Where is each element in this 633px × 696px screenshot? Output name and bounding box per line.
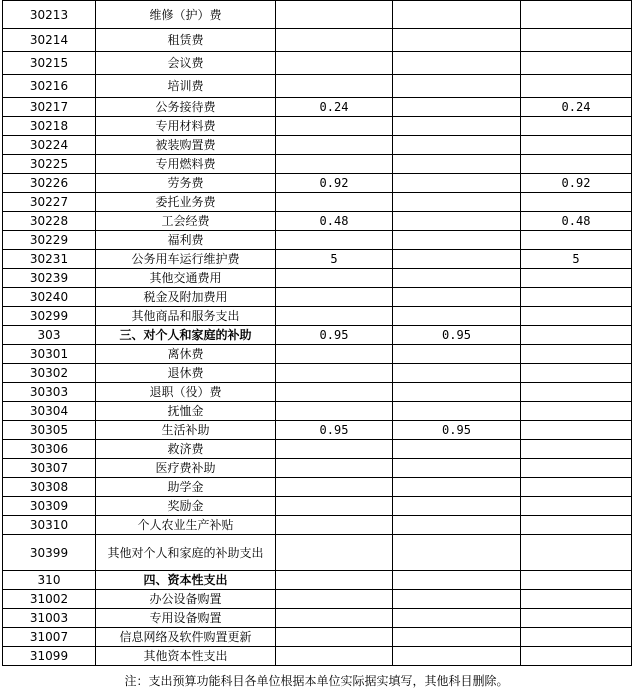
- total-cell: [276, 402, 393, 421]
- table-row: [3, 117, 632, 136]
- project-expense-cell: [521, 1, 632, 29]
- code-cell: 30218: [3, 117, 96, 136]
- project-expense-cell: [521, 647, 632, 666]
- item-name-cell: 生活补助: [96, 421, 276, 440]
- project-expense-cell: [521, 609, 632, 628]
- total-cell: [276, 288, 393, 307]
- basic-expense-cell: [393, 52, 521, 75]
- table-row: [3, 231, 632, 250]
- basic-expense-cell: [393, 117, 521, 136]
- basic-expense-cell: [393, 98, 521, 117]
- project-expense-cell: [521, 231, 632, 250]
- project-expense-cell: [521, 497, 632, 516]
- code-cell: 30217: [3, 98, 96, 117]
- project-expense-cell: [521, 459, 632, 478]
- project-expense-cell: [521, 421, 632, 440]
- basic-expense-cell: [393, 136, 521, 155]
- item-name-cell: 四、资本性支出: [96, 571, 276, 590]
- code-cell: 30302: [3, 364, 96, 383]
- table-row: [3, 250, 632, 269]
- table-row: [3, 459, 632, 478]
- code-cell: 30213: [3, 1, 96, 29]
- basic-expense-cell: [393, 497, 521, 516]
- total-cell: 0.24: [276, 98, 393, 117]
- code-cell: 30229: [3, 231, 96, 250]
- table-row: [3, 288, 632, 307]
- item-name-cell: 公务用车运行维护费: [96, 250, 276, 269]
- item-name-cell: 信息网络及软件购置更新: [96, 628, 276, 647]
- code-cell: 30307: [3, 459, 96, 478]
- table-row: [3, 98, 632, 117]
- project-expense-cell: 0.92: [521, 174, 632, 193]
- project-expense-cell: [521, 383, 632, 402]
- code-cell: 30240: [3, 288, 96, 307]
- table-row: [3, 345, 632, 364]
- basic-expense-cell: 0.95: [393, 421, 521, 440]
- table-row: [3, 1, 632, 29]
- item-name-cell: 被装购置费: [96, 136, 276, 155]
- basic-expense-cell: [393, 609, 521, 628]
- basic-expense-cell: [393, 364, 521, 383]
- project-expense-cell: [521, 440, 632, 459]
- table-row: [3, 136, 632, 155]
- code-cell: 30228: [3, 212, 96, 231]
- item-name-cell: 医疗费补助: [96, 459, 276, 478]
- basic-expense-cell: [393, 174, 521, 193]
- code-cell: 310: [3, 571, 96, 590]
- code-cell: 30225: [3, 155, 96, 174]
- code-cell: 30303: [3, 383, 96, 402]
- code-cell: 30309: [3, 497, 96, 516]
- footnote: 注：支出预算功能科目各单位根据本单位实际据实填写，其他科目删除。: [124, 674, 509, 688]
- table-row: [3, 193, 632, 212]
- table-row: [3, 29, 632, 52]
- code-cell: 30214: [3, 29, 96, 52]
- total-cell: [276, 459, 393, 478]
- project-expense-cell: [521, 136, 632, 155]
- item-name-cell: 租赁费: [96, 29, 276, 52]
- table-row: [3, 326, 632, 345]
- project-expense-cell: [521, 628, 632, 647]
- code-cell: 30231: [3, 250, 96, 269]
- item-name-cell: 会议费: [96, 52, 276, 75]
- table-row: [3, 155, 632, 174]
- table-row: [3, 516, 632, 535]
- item-name-cell: 劳务费: [96, 174, 276, 193]
- total-cell: [276, 155, 393, 174]
- total-cell: [276, 52, 393, 75]
- item-name-cell: 退休费: [96, 364, 276, 383]
- item-name-cell: 退职（役）费: [96, 383, 276, 402]
- table-row: [3, 364, 632, 383]
- code-cell: 30399: [3, 535, 96, 571]
- total-cell: [276, 478, 393, 497]
- table-row: [3, 628, 632, 647]
- total-cell: [276, 117, 393, 136]
- project-expense-cell: 0.48: [521, 212, 632, 231]
- table-row: [3, 497, 632, 516]
- basic-expense-cell: [393, 155, 521, 174]
- total-cell: 0.92: [276, 174, 393, 193]
- item-name-cell: 救济费: [96, 440, 276, 459]
- project-expense-cell: [521, 193, 632, 212]
- basic-expense-cell: [393, 1, 521, 29]
- project-expense-cell: [521, 288, 632, 307]
- total-cell: [276, 590, 393, 609]
- code-cell: 30310: [3, 516, 96, 535]
- item-name-cell: 抚恤金: [96, 402, 276, 421]
- item-name-cell: 助学金: [96, 478, 276, 497]
- table-row: [3, 75, 632, 98]
- total-cell: [276, 516, 393, 535]
- table-row: [3, 478, 632, 497]
- code-cell: 30227: [3, 193, 96, 212]
- basic-expense-cell: [393, 307, 521, 326]
- code-cell: 30216: [3, 75, 96, 98]
- total-cell: [276, 307, 393, 326]
- table-row: [3, 269, 632, 288]
- project-expense-cell: [521, 478, 632, 497]
- total-cell: [276, 75, 393, 98]
- table-row: [3, 571, 632, 590]
- table-row: [3, 647, 632, 666]
- code-cell: 30239: [3, 269, 96, 288]
- code-cell: 30299: [3, 307, 96, 326]
- table-row: [3, 307, 632, 326]
- project-expense-cell: [521, 402, 632, 421]
- total-cell: [276, 647, 393, 666]
- item-name-cell: 专用材料费: [96, 117, 276, 136]
- basic-expense-cell: [393, 75, 521, 98]
- item-name-cell: 奖励金: [96, 497, 276, 516]
- basic-expense-cell: [393, 535, 521, 571]
- basic-expense-cell: [393, 231, 521, 250]
- project-expense-cell: [521, 269, 632, 288]
- item-name-cell: 培训费: [96, 75, 276, 98]
- basic-expense-cell: [393, 571, 521, 590]
- total-cell: 0.95: [276, 326, 393, 345]
- code-cell: 31003: [3, 609, 96, 628]
- table-row: [3, 421, 632, 440]
- project-expense-cell: 5: [521, 250, 632, 269]
- item-name-cell: 税金及附加费用: [96, 288, 276, 307]
- total-cell: [276, 628, 393, 647]
- table-row: [3, 535, 632, 571]
- total-cell: [276, 571, 393, 590]
- basic-expense-cell: [393, 269, 521, 288]
- project-expense-cell: [521, 117, 632, 136]
- basic-expense-cell: [393, 590, 521, 609]
- project-expense-cell: [521, 326, 632, 345]
- table-row: [3, 402, 632, 421]
- total-cell: [276, 440, 393, 459]
- project-expense-cell: 0.24: [521, 98, 632, 117]
- total-cell: [276, 535, 393, 571]
- total-cell: [276, 609, 393, 628]
- table-body: [3, 1, 632, 666]
- code-cell: 31007: [3, 628, 96, 647]
- item-name-cell: 工会经费: [96, 212, 276, 231]
- project-expense-cell: [521, 364, 632, 383]
- total-cell: [276, 269, 393, 288]
- project-expense-cell: [521, 52, 632, 75]
- code-cell: 30305: [3, 421, 96, 440]
- code-cell: 30224: [3, 136, 96, 155]
- budget-table: [2, 0, 632, 666]
- total-cell: [276, 345, 393, 364]
- table-row: [3, 383, 632, 402]
- total-cell: 0.95: [276, 421, 393, 440]
- project-expense-cell: [521, 535, 632, 571]
- item-name-cell: 福利费: [96, 231, 276, 250]
- code-cell: 31002: [3, 590, 96, 609]
- item-name-cell: 委托业务费: [96, 193, 276, 212]
- project-expense-cell: [521, 307, 632, 326]
- code-cell: 30226: [3, 174, 96, 193]
- code-cell: 30308: [3, 478, 96, 497]
- basic-expense-cell: [393, 440, 521, 459]
- total-cell: [276, 1, 393, 29]
- total-cell: 5: [276, 250, 393, 269]
- code-cell: 31099: [3, 647, 96, 666]
- table-row: [3, 174, 632, 193]
- item-name-cell: 三、对个人和家庭的补助: [96, 326, 276, 345]
- basic-expense-cell: [393, 345, 521, 364]
- project-expense-cell: [521, 571, 632, 590]
- total-cell: [276, 193, 393, 212]
- basic-expense-cell: [393, 647, 521, 666]
- item-name-cell: 离休费: [96, 345, 276, 364]
- item-name-cell: 维修（护）费: [96, 1, 276, 29]
- item-name-cell: 专用燃料费: [96, 155, 276, 174]
- table-row: [3, 609, 632, 628]
- basic-expense-cell: [393, 250, 521, 269]
- table-row: [3, 212, 632, 231]
- item-name-cell: 其他商品和服务支出: [96, 307, 276, 326]
- project-expense-cell: [521, 155, 632, 174]
- project-expense-cell: [521, 516, 632, 535]
- basic-expense-cell: [393, 383, 521, 402]
- total-cell: [276, 29, 393, 52]
- basic-expense-cell: [393, 193, 521, 212]
- table-row: [3, 52, 632, 75]
- item-name-cell: 专用设备购置: [96, 609, 276, 628]
- item-name-cell: 其他交通费用: [96, 269, 276, 288]
- basic-expense-cell: [393, 516, 521, 535]
- code-cell: 30304: [3, 402, 96, 421]
- basic-expense-cell: [393, 212, 521, 231]
- total-cell: [276, 136, 393, 155]
- basic-expense-cell: [393, 402, 521, 421]
- table-row: [3, 590, 632, 609]
- item-name-cell: 个人农业生产补贴: [96, 516, 276, 535]
- basic-expense-cell: 0.95: [393, 326, 521, 345]
- code-cell: 30306: [3, 440, 96, 459]
- total-cell: [276, 383, 393, 402]
- item-name-cell: 其他资本性支出: [96, 647, 276, 666]
- project-expense-cell: [521, 75, 632, 98]
- total-cell: 0.48: [276, 212, 393, 231]
- item-name-cell: 公务接待费: [96, 98, 276, 117]
- item-name-cell: 其他对个人和家庭的补助支出: [96, 535, 276, 571]
- basic-expense-cell: [393, 459, 521, 478]
- basic-expense-cell: [393, 29, 521, 52]
- project-expense-cell: [521, 345, 632, 364]
- table-row: [3, 440, 632, 459]
- total-cell: [276, 364, 393, 383]
- code-cell: 303: [3, 326, 96, 345]
- basic-expense-cell: [393, 478, 521, 497]
- code-cell: 30301: [3, 345, 96, 364]
- basic-expense-cell: [393, 288, 521, 307]
- total-cell: [276, 231, 393, 250]
- project-expense-cell: [521, 29, 632, 52]
- total-cell: [276, 497, 393, 516]
- code-cell: 30215: [3, 52, 96, 75]
- project-expense-cell: [521, 590, 632, 609]
- basic-expense-cell: [393, 628, 521, 647]
- item-name-cell: 办公设备购置: [96, 590, 276, 609]
